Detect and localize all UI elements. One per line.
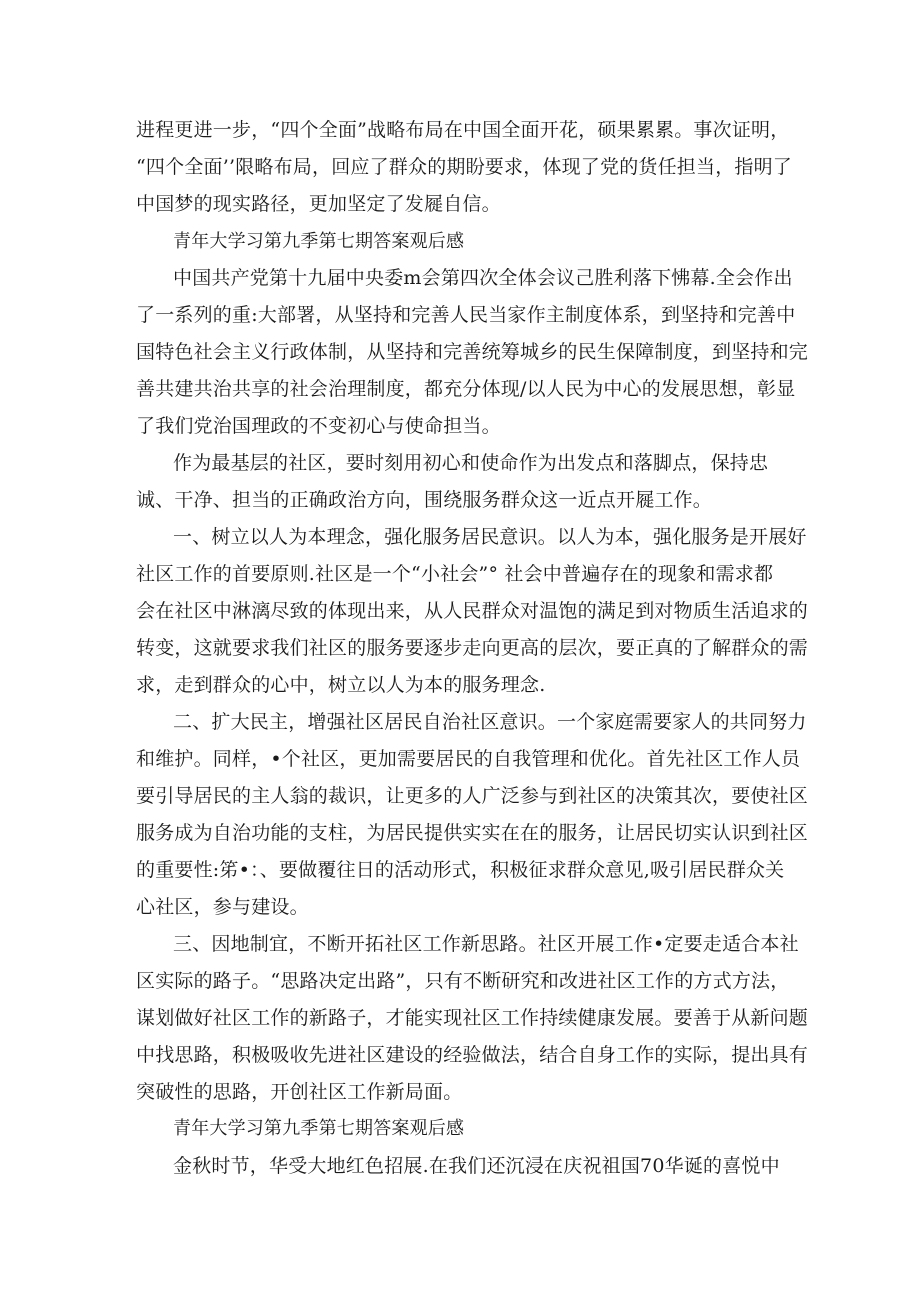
body-text-line: 要引导居民的主人翁的裁识，让更多的人广泛参与到社区的决策其次，要使社区 (136, 785, 809, 807)
body-text-line: 了一系列的重:大部署，从坚持和完善人民当家作主制度体系，到坚持和完善中 (136, 304, 796, 326)
section-heading: 青年大学习第九季第七期答案观后感 (173, 1118, 465, 1139)
body-text-line: 作为最基层的社区，要时刻用初心和使命作为出发点和落脚点，保持忠 (173, 452, 769, 474)
body-text-line: 社区工作的首要原则.社区是一个“小社会”° 社会中普遍存在的现象和需求都 (136, 563, 774, 585)
body-text-line: 会在社区中淋漓尽致的体现出来，从人民群众对温饱的满足到对物质生活追求的 (136, 600, 809, 622)
body-text-line: 区实际的路子。“思路决定出路”，只有不断研究和改进社区工作的方式方法， (136, 970, 790, 992)
body-text-line: 了我们党治国理政的不变初心与使命担当。 (136, 415, 501, 437)
body-text-line: 进程更进一步，“四个全面”战略布局在中国全面开花，硕果累累。事次证明， (136, 119, 790, 141)
body-text-line: 和维护。同样，•个社区，更加需要居民的自我管理和优化。首先社区工作人员 (136, 748, 801, 770)
body-text-line: 谋划做好社区工作的新路子，才能实现社区工作持续健康发展。要善于从新问题 (136, 1007, 809, 1029)
body-text-line: 诚、干净、担当的正确政治方向，围绕服务群众这一近点开屣工作。 (136, 489, 713, 511)
body-text-line: 转变，这就要求我们社区的服务要逐步走向更高的层次，要正真的了解群众的需 (136, 637, 809, 659)
body-text-line: 心社区，参与建设。 (136, 896, 309, 918)
body-text-line: 一、树立以人为本理念，强化服务居民意识。以人为本，强化服务是开展好 (173, 526, 807, 548)
body-text-line: 突破性的思路，开创社区工作新局面。 (136, 1081, 463, 1103)
body-text-line: 中国梦的现实路径，更加坚定了发屣自信。 (136, 193, 501, 215)
body-text-line: 金秋时节，华受大地红色招展.在我们还沉浸在庆祝祖国70华诞的喜悦中 (173, 1155, 780, 1177)
body-text-line: 善共建共治共享的社会治理制度，都充分体现/以人民为中心的发展思想，彰显 (136, 378, 796, 400)
body-text-line: 二、扩大民主，增强社区居民自治社区意识。一个家庭需要家人的共同努力 (173, 711, 807, 733)
body-text-line: 中国共产党第十九届中央委m会第四次全体会议己胜利落下怫幕.全会作出 (173, 267, 793, 289)
body-text-line: 国特色社会主义行政体制，从坚持和完善统筹城乡的民生保障制度，到坚持和完 (136, 341, 809, 363)
body-text-line: 三、因地制宜，不断开拓社区工作新思路。社区开展工作•定要走适合本社 (173, 933, 799, 955)
body-text-line: 求，走到群众的心中，树立以人为本的服务理念. (136, 674, 546, 696)
body-text-line: 服务成为自治功能的支柱，为居民提供实实在在的服务，让居民切实认识到社区 (136, 822, 809, 844)
section-heading: 青年大学习第九季第七期答案观后感 (173, 231, 465, 252)
body-text-line: “四个全面’’限略布局，回应了群众的期盼要求，体现了党的货任担当，指明了 (136, 156, 792, 178)
body-text-line: 的重要性:笫•：、要做覆往日的活动形式，积极征求群众意见,吸引居民群众关 (136, 859, 785, 881)
body-text-line: 中找思路，积极吸收先进社区建设的经验做法，结合自身工作的实际，提出具有 (136, 1044, 809, 1066)
